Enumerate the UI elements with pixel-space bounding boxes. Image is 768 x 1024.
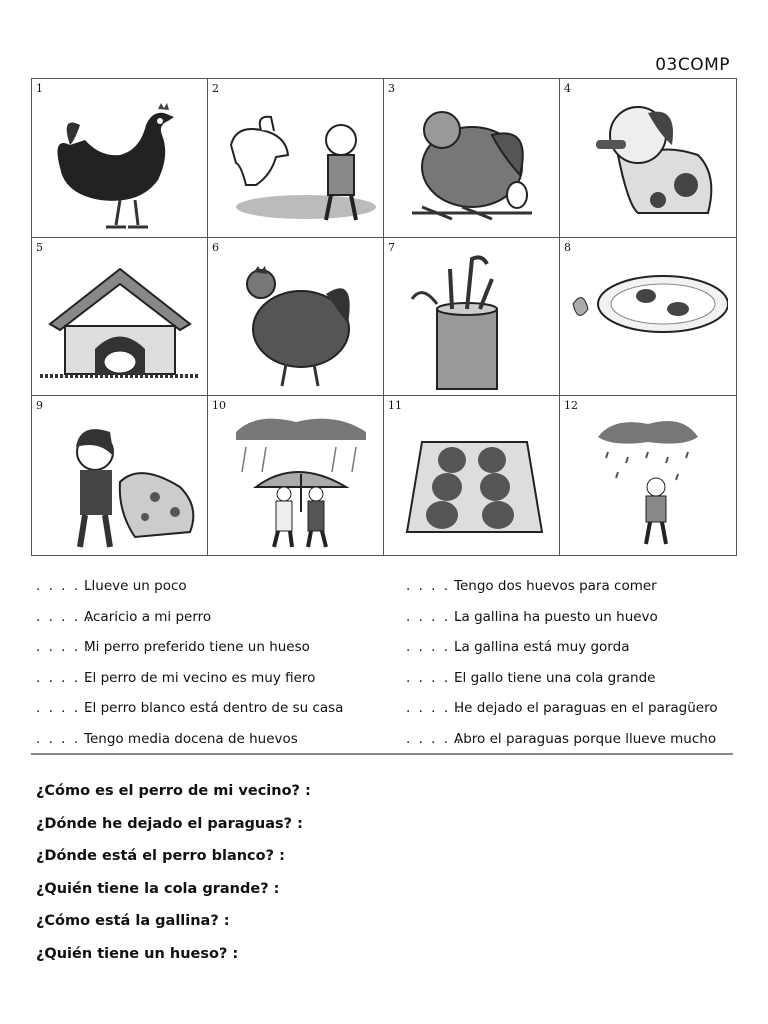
couple-under-umbrella-in-rain-icon	[216, 412, 376, 552]
sentence-text: La gallina está muy gorda	[454, 639, 630, 655]
worksheet-code: 03COMP	[655, 55, 730, 75]
sentence-row	[36, 609, 376, 640]
cell-number: 9	[36, 399, 43, 413]
barking-dog-and-scared-boy-icon	[216, 95, 376, 235]
answer-blank[interactable]: . . . . .	[406, 578, 463, 594]
question: ¿Dónde he dejado el paraguas? :	[36, 815, 303, 832]
cell-number: 7	[388, 240, 395, 254]
sentence-text: El gallo tiene una cola grande	[454, 669, 656, 686]
sentence-row	[36, 578, 376, 609]
girl-petting-dog-icon	[40, 412, 200, 552]
answer-blank[interactable]: . . . . .	[36, 608, 93, 625]
sentence-column-right	[406, 578, 746, 761]
answer-blank[interactable]: . . . . .	[406, 639, 463, 655]
sentence-text: Acaricio a mi perro	[84, 608, 212, 625]
answer-blank[interactable]: . . . . .	[406, 700, 463, 716]
question-list	[36, 783, 311, 978]
sentence-row	[406, 639, 746, 670]
hen-laying-egg-icon	[392, 95, 552, 235]
two-fried-eggs-icon	[568, 254, 728, 394]
question: ¿Dónde está el perro blanco? :	[36, 848, 285, 864]
answer-blank[interactable]: . . . . .	[36, 669, 93, 686]
sentence-row	[36, 639, 376, 670]
cell-number: 4	[564, 82, 571, 95]
picture-cell	[208, 79, 384, 238]
sentence-row	[406, 700, 746, 731]
cell-number: 2	[212, 82, 219, 95]
answer-blank[interactable]: . . . . .	[36, 578, 93, 594]
cell-number: 6	[212, 240, 219, 254]
cell-number: 11	[388, 399, 402, 413]
picture-cell	[384, 238, 560, 397]
sentence-text: Llueve un poco	[84, 578, 187, 594]
divider	[31, 753, 733, 755]
doghouse-with-dog-icon	[40, 254, 200, 394]
picture-cell	[32, 396, 208, 555]
picture-cell	[32, 238, 208, 397]
sentence-text: El perro blanco está dentro de su casa	[84, 700, 344, 716]
picture-cell	[560, 79, 736, 238]
picture-grid	[31, 78, 737, 556]
answer-blank[interactable]: . . . . .	[406, 730, 463, 747]
sentence-row	[406, 578, 746, 609]
sentence-text: Mi perro preferido tiene un hueso	[84, 639, 310, 655]
cell-number: 8	[564, 240, 571, 254]
answer-blank[interactable]: . . . . .	[406, 608, 463, 625]
cell-number: 5	[36, 240, 43, 254]
cell-number: 12	[564, 399, 578, 413]
boy-in-light-rain-icon	[568, 412, 728, 552]
question: ¿Cómo está la gallina? :	[36, 913, 230, 929]
fat-hen-icon	[216, 254, 376, 394]
picture-cell	[560, 238, 736, 397]
rooster-icon	[40, 95, 200, 235]
picture-cell	[208, 238, 384, 397]
cell-number: 10	[212, 399, 226, 413]
cell-number: 3	[388, 82, 395, 95]
sentence-text: El perro de mi vecino es muy fiero	[84, 669, 316, 686]
question: ¿Quién tiene un hueso? :	[36, 945, 239, 962]
question: ¿Quién tiene la cola grande? :	[36, 880, 280, 897]
egg-carton-six-icon	[392, 412, 552, 552]
sentence-text: Tengo media docena de huevos	[84, 730, 298, 747]
picture-cell	[560, 396, 736, 555]
spotted-dog-with-bone-icon	[568, 95, 728, 235]
picture-cell	[384, 79, 560, 238]
sentence-column-left	[36, 578, 376, 761]
cell-number: 1	[36, 82, 43, 95]
answer-blank[interactable]: . . . . .	[36, 730, 93, 747]
answer-blank[interactable]: . . . . .	[406, 669, 463, 686]
answer-blank[interactable]: . . . . .	[36, 700, 93, 716]
sentence-row	[406, 670, 746, 701]
sentence-text: He dejado el paraguas en el paragüero	[454, 700, 718, 716]
question: ¿Cómo es el perro de mi vecino? :	[36, 783, 311, 799]
sentence-row	[406, 731, 746, 762]
umbrella-stand-icon	[392, 254, 552, 394]
sentence-row	[36, 731, 376, 762]
picture-cell	[384, 396, 560, 555]
sentence-text: Tengo dos huevos para comer	[454, 578, 657, 594]
answer-blank[interactable]: . . . . .	[36, 639, 93, 655]
sentence-row	[36, 670, 376, 701]
picture-cell	[208, 396, 384, 555]
picture-cell	[32, 79, 208, 238]
sentence-row	[406, 609, 746, 640]
sentence-text: La gallina ha puesto un huevo	[454, 608, 658, 625]
sentence-text: Abro el paraguas porque llueve mucho	[454, 730, 717, 747]
sentence-row	[36, 700, 376, 731]
